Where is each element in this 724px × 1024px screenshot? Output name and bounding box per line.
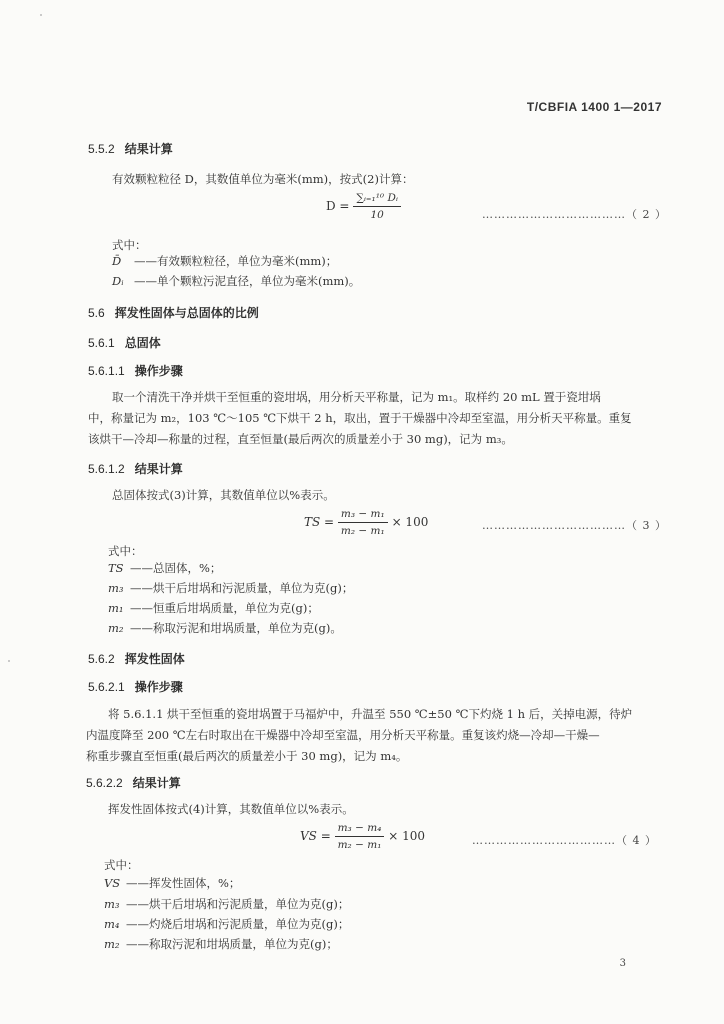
variable-definition — [108, 620, 342, 636]
paragraph-line: 称重步骤直至恒重(最后两次的质量差小于 30 mg)，记为 m₄。 — [86, 749, 408, 763]
section-title: 挥发性固体与总固体的比例 — [114, 306, 259, 320]
section-title: 操作步骤 — [134, 680, 183, 694]
heading-5-6-2 — [88, 650, 185, 667]
section-number: 5.6.2.2 — [86, 776, 123, 790]
denominator: 10 — [370, 209, 384, 221]
section-title: 挥发性固体 — [124, 652, 185, 666]
formula-3 — [304, 508, 428, 537]
variable-definition — [104, 875, 240, 891]
denominator: m₂ − m₁ — [337, 839, 382, 851]
variable-description: ——称取污泥和坩埚质量，单位为克(g)； — [126, 937, 338, 951]
variable-symbol: m₂ — [104, 937, 120, 951]
variable-symbol: D̄ — [112, 254, 122, 268]
section-number: 5.6.1 — [88, 336, 115, 350]
heading-5-6-1-1 — [88, 362, 183, 379]
numerator: ∑ᵢ₌₁¹⁰ Dᵢ — [353, 192, 401, 207]
variable-symbol: m₃ — [108, 581, 124, 595]
variable-description: ——单个颗粒污泥直径，单位为毫米(mm)。 — [134, 274, 361, 288]
formula-4 — [300, 822, 425, 851]
variable-definition — [108, 600, 319, 616]
intro-text: 总固体按式(3)计算，其数值单位以%表示。 — [112, 488, 335, 502]
section-number: 5.6.2.1 — [88, 680, 125, 694]
variable-description: ——挥发性固体，%； — [126, 876, 241, 890]
heading-5-6-2-1 — [88, 678, 183, 695]
variable-description: ——总固体，%； — [130, 561, 222, 575]
scan-speck — [40, 14, 42, 16]
variable-description: ——有效颗粒粒径，单位为毫米(mm)； — [134, 254, 338, 268]
heading-5-6-2-2 — [86, 774, 181, 791]
variable-definition — [108, 560, 221, 576]
section-title: 操作步骤 — [134, 364, 183, 378]
variable-description: ——灼烧后坩埚和污泥质量，单位为克(g)； — [126, 917, 350, 931]
formula-2 — [326, 192, 401, 221]
paragraph-line: 该烘干—冷却—称量的过程，直至恒量(最后两次的质量差小于 30 mg)，记为 m₃。 — [88, 432, 513, 446]
formula-lhs: VS = — [300, 829, 331, 843]
variable-symbol: Dᵢ — [112, 274, 124, 288]
section-number: 5.6.1.1 — [88, 364, 125, 378]
variable-symbol: m₃ — [104, 897, 120, 911]
variable-description: ——恒重后坩埚质量，单位为克(g)； — [130, 601, 319, 615]
numerator: m₃ − m₄ — [335, 822, 385, 837]
variable-definition — [104, 936, 338, 952]
heading-5-6 — [88, 304, 259, 321]
paragraph-line: 取一个清洗干净并烘干至恒重的瓷坩埚，用分析天平称量，记为 m₁。取样约 20 mL 置于瓷坩埚 — [112, 390, 601, 404]
variable-symbol: m₁ — [108, 601, 124, 615]
variable-definition — [112, 273, 360, 289]
paragraph-line: 内温度降至 200 ℃左右时取出在干燥器中冷却至室温，用分析天平称量。重复该灼烧—冷却—干燥— — [86, 728, 600, 742]
equation-number: ………………………………（ 2 ） — [482, 208, 667, 221]
numerator: m₃ − m₁ — [338, 508, 388, 523]
section-number: 5.6 — [88, 306, 105, 320]
section-number: 5.6.2 — [88, 652, 115, 666]
variable-description: ——烘干后坩埚和污泥质量，单位为克(g)； — [130, 581, 354, 595]
variable-description: ——烘干后坩埚和污泥质量，单位为克(g)； — [126, 897, 350, 911]
formula-fraction — [338, 508, 388, 537]
variable-definition — [104, 916, 349, 932]
section-number: 5.6.1.2 — [88, 462, 125, 476]
formula-fraction — [353, 192, 401, 221]
intro-text: 挥发性固体按式(4)计算，其数值单位以%表示。 — [108, 802, 354, 816]
variable-symbol: TS — [108, 561, 124, 575]
formula-lhs: TS = — [304, 515, 335, 529]
heading-5-5-2 — [88, 140, 173, 157]
variable-symbol: m₄ — [104, 917, 120, 931]
page-number: 3 — [619, 958, 626, 969]
formula-multiplier: × 100 — [391, 515, 429, 529]
formula-lhs: D = — [326, 199, 350, 213]
scan-speck — [8, 660, 10, 662]
formula-multiplier: × 100 — [388, 829, 426, 843]
where-label: 式中： — [104, 858, 139, 872]
denominator: m₂ − m₁ — [340, 525, 385, 537]
section-number: 5.5.2 — [88, 142, 115, 156]
intro-text: 有效颗粒粒径 D，其数值单位为毫米(mm)，按式(2)计算： — [112, 172, 414, 186]
variable-symbol: m₂ — [108, 621, 124, 635]
section-title: 结果计算 — [132, 776, 181, 790]
paragraph-line: 将 5.6.1.1 烘干至恒重的瓷坩埚置于马福炉中，升温至 550 ℃±50 ℃下灼烧 1 h 后，关掉电源，待炉 — [108, 707, 633, 721]
heading-5-6-1 — [88, 334, 161, 351]
variable-symbol: VS — [104, 876, 121, 890]
section-title: 结果计算 — [134, 462, 183, 476]
variable-definition — [104, 896, 349, 912]
where-label: 式中： — [108, 544, 143, 558]
variable-description: ——称取污泥和坩埚质量，单位为克(g)。 — [130, 621, 342, 635]
paragraph-line: 中，称量记为 m₂，103 ℃～105 ℃下烘干 2 h，取出，置于干燥器中冷却至室温，用分析天平称量。重复 — [88, 411, 632, 425]
formula-fraction — [335, 822, 385, 851]
section-title: 结果计算 — [124, 142, 173, 156]
equation-number: ………………………………（ 3 ） — [482, 519, 667, 532]
equation-number: ………………………………（ 4 ） — [472, 834, 657, 847]
where-label: 式中： — [112, 238, 147, 252]
document-code: T/CBFIA 1400 1—2017 — [526, 100, 662, 114]
variable-definition — [112, 253, 337, 269]
heading-5-6-1-2 — [88, 460, 183, 477]
section-title: 总固体 — [124, 336, 161, 350]
variable-definition — [108, 580, 353, 596]
